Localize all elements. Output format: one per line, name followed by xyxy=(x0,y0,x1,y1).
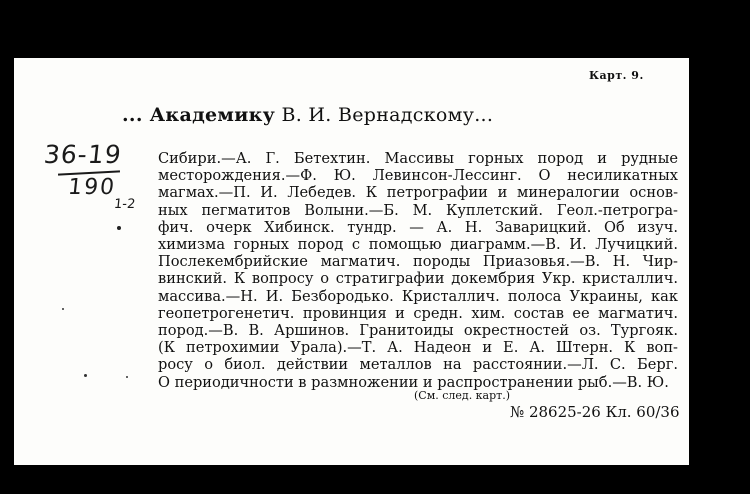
title-lead: ... Академику xyxy=(122,104,276,126)
continued-note: (См. след. карт.) xyxy=(414,389,511,402)
handwritten-code: 36-19 xyxy=(42,140,124,169)
ink-speck xyxy=(62,308,64,310)
body-line: винский. К вопросу о стратиграфии докембрия Укр. кристаллич. xyxy=(158,270,678,288)
body-line: фич. очерк Хибинск. тундр. — А. Н. Заварицкий. Об изуч. xyxy=(158,218,678,236)
ink-speck xyxy=(84,374,87,377)
body-line: росу о биол. действии металлов на расстоянии.—Л. С. Берг. xyxy=(158,356,678,374)
body-line: геопетрогенетич. провинция и средн. хим. состав ее магматич. xyxy=(158,304,678,322)
body-line: Послекембрийские магматич. породы Приазовья.—В. Н. Чир- xyxy=(158,253,678,271)
body-line: (К петрохимии Урала).—Т. А. Надеон и Е. А. Штерн. К воп- xyxy=(158,339,678,357)
body-line: массива.—Н. И. Безбородько. Кристаллич. полоса Украины, как xyxy=(158,287,678,305)
handwritten-note: 1-2 xyxy=(113,197,137,212)
pencil-dot xyxy=(117,226,121,230)
handwritten-number: 190 xyxy=(66,175,118,200)
body-line: химизма горных пород с помощью диаграмм.—В. И. Лучицкий. xyxy=(158,236,678,254)
body-line: Сибири.—А. Г. Бетехтин. Массивы горных пород и рудные xyxy=(158,150,678,167)
title-rest: В. И. Вернадскому... xyxy=(281,104,494,126)
card-number: Карт. 9. xyxy=(589,69,644,82)
body-line: пород.—В. В. Аршинов. Гранитоиды окрестностей оз. Тургояк. xyxy=(158,322,678,340)
card-title xyxy=(122,104,493,126)
card-body xyxy=(158,150,678,391)
body-line: ных пегматитов Волыни.—Б. М. Куплетский. Геол.-петрогра- xyxy=(158,201,678,219)
body-line: О периодичности в размножении и распространении рыб.—В. Ю. xyxy=(158,373,669,391)
body-line: месторождения.—Ф. Ю. Левинсон-Лессинг. О несиликатных xyxy=(158,167,678,185)
ink-speck xyxy=(126,376,128,378)
catalog-card xyxy=(14,58,689,465)
catalog-number: № 28625-26 Кл. 60/36 xyxy=(510,403,680,421)
body-line: магмах.—П. И. Лебедев. К петрографии и минералогии основ- xyxy=(158,184,678,202)
